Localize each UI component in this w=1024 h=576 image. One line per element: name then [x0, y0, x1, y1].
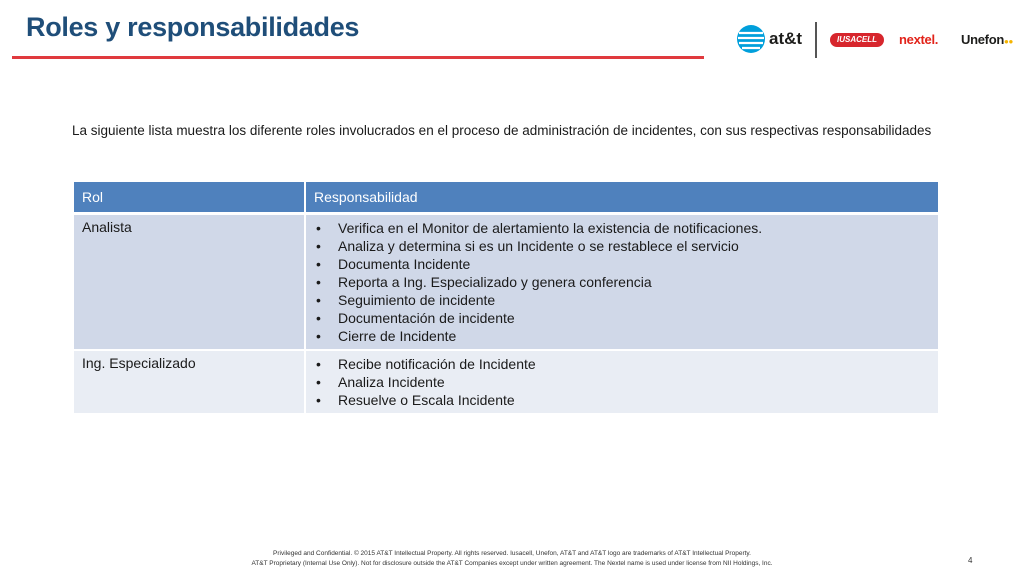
page-number: 4 [968, 556, 973, 565]
unefon-dots-icon: ●● [1003, 37, 1014, 46]
table-row [74, 214, 938, 351]
logo-separator [815, 22, 817, 58]
header-rol: Rol [74, 182, 305, 214]
list-item: • Resuelve o Escala Incidente [314, 391, 930, 409]
list-item: • Cierre de Incidente [314, 327, 930, 345]
responsibility-list [314, 355, 930, 409]
iusacell-logo: IUSACELL [830, 33, 884, 47]
footer-line-1: Privileged and Confidential. © 2015 AT&T Intellectual Property. All rights reserved. Iusacell, Unefon, AT&T and AT&T logo are trademarks of AT&T Intellectual Property. [273, 550, 751, 557]
intro-text: La siguiente lista muestra los diferente roles involucrados en el proceso de administración de incidentes, con sus respectivas responsabilidades [72, 123, 932, 138]
responsibility-list [314, 219, 930, 345]
header-responsabilidad: Responsabilidad [305, 182, 938, 214]
roles-table [74, 182, 938, 413]
att-globe-icon [736, 24, 766, 54]
unefon-logo [961, 32, 1013, 47]
rol-cell: Analista [74, 214, 305, 351]
responsabilidad-cell [305, 214, 938, 351]
responsabilidad-cell [305, 350, 938, 413]
footer-line-2: AT&T Proprietary (Internal Use Only). Not for disclosure outside the AT&T Companies except under written agreement. The Nextel name is used under license from NII Holdings, Inc. [251, 560, 773, 567]
footer-disclaimer [0, 549, 1024, 569]
list-item: • Reporta a Ing. Especializado y genera conferencia [314, 273, 930, 291]
att-logo-text: at&t [769, 29, 803, 48]
list-item: • Recibe notificación de Incidente [314, 355, 930, 373]
list-item: • Documenta Incidente [314, 255, 930, 273]
list-item: • Documentación de incidente [314, 309, 930, 327]
table-header-row [74, 182, 938, 214]
page-title: Roles y responsabilidades [26, 12, 360, 42]
list-item: • Verifica en el Monitor de alertamiento la existencia de notificaciones. [314, 219, 930, 237]
title-divider [12, 56, 704, 59]
list-item: • Analiza Incidente [314, 373, 930, 391]
list-item: • Seguimiento de incidente [314, 291, 930, 309]
att-logo [736, 24, 802, 54]
nextel-logo: nextel. [899, 32, 939, 47]
rol-cell: Ing. Especializado [74, 350, 305, 413]
list-item: • Analiza y determina si es un Incidente o se restablece el servicio [314, 237, 930, 255]
unefon-logo-text: Unefon [961, 32, 1004, 47]
table-row [74, 350, 938, 413]
